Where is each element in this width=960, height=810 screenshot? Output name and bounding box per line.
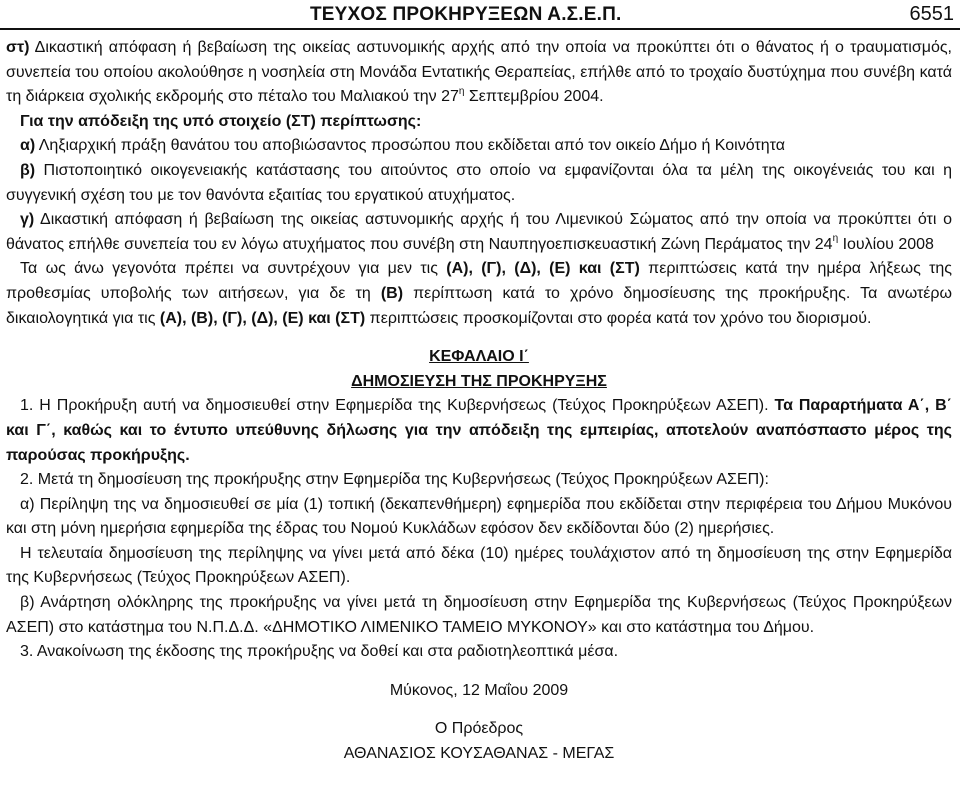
header-rule — [0, 28, 960, 30]
gazette-title: ΤΕΥΧΟΣ ΠΡΟΚΗΡΥΞΕΩΝ Α.Σ.Ε.Π. — [310, 4, 622, 25]
page-number: 6551 — [909, 3, 954, 25]
paragraph-text: Σεπτεμβρίου 2004. — [464, 88, 604, 106]
paragraph-text: περίπτωση κατά το χρόνο δημοσίευσης της προκήρυξης. Τα ανωτέρω δικαιολογητικά για τις — [6, 284, 952, 327]
publication-last-notice: Η τελευταία δημοσίευση της περίληψης να γίνει μετά από δέκα (10) ημέρες τουλάχιστον από τη δημοσίευση της στην Εφημερίδα της Κυβερνήσεως (Τεύχος Προκηρύξεων ΑΣΕΠ). — [6, 544, 952, 587]
item-label: β) — [20, 161, 36, 179]
item-label: α) — [20, 137, 36, 155]
paragraph-text: Τα ως άνω γεγονότα πρέπει να συντρέχουν για μεν τις — [20, 260, 447, 278]
item-a — [6, 134, 952, 159]
publication-item-1 — [6, 394, 952, 468]
item-label: στ) — [6, 39, 30, 56]
cases-bold: (Α), (Β), (Γ), (Δ), (Ε) και (ΣΤ) — [159, 309, 366, 327]
publication-item-3: 3. Ανακοίνωση της έκδοσης της προκήρυξης να δοθεί και στα ραδιοτηλεοπτικά μέσα. — [20, 643, 619, 661]
ordinal-superscript: η — [458, 85, 465, 97]
item-text: Ιουλίου 2008 — [838, 235, 934, 253]
paragraph-text: περιπτώσεις προσκομίζονται στο φορέα κατά τον χρόνο του διορισμού. — [365, 309, 872, 327]
publication-item-2a: α) Περίληψη της να δημοσιευθεί σε μία (1) τοπική (δεκαπενθήμερη) εφημερίδα που εκδίδεται στην περιφέρεια του Δήμου Μυκόνου και στη μόνη ημερήσια εφημερίδα της έδρας του Νομού Κυκλάδων εφόσον δεν εκδίδονται δύο (2) ημερήσιες. — [6, 495, 952, 538]
item-text: Δικαστική απόφαση ή βεβαίωση της οικείας αστυνομικής αρχής ή του Λιμενικού Σώματος από την οποία να προκύπτει ότι ο θάνατος επήλθε συνεπεία του εν λόγω ατυχήματος που συνέβη στη Ναυπηγοεπισκευαστική Ζώνη Περάματος την 24 — [6, 211, 952, 253]
paragraph-text: περιπτώσεις κατά την ημέρα λήξεως της προθεσμίας υποβολής των αιτήσεων, για δε τη — [6, 260, 953, 302]
item-text: Ληξιαρχική πράξη θανάτου του αποβιώσαντος προσώπου που εκδίδεται από τον οικείο Δήμο ή Κοινότητα — [35, 137, 785, 155]
item-text: Πιστοποιητικό οικογενειακής κατάστασης του αιτούντος στο οποίο να εμφανίζονται όλα τα μέλη της οικογένειάς του και η συγγενική σχέση του με τον θανόντα εξαιτίας του εργατικού ατυχήματος. — [6, 161, 952, 204]
cases-bold: (Α), (Γ), (Δ), (Ε) και (ΣΤ) — [446, 260, 640, 278]
cases-bold: (Β) — [380, 284, 404, 302]
chapter-title: ΚΕΦΑΛΑΙΟ Ι΄ — [429, 348, 529, 366]
signature-name: ΑΘΑΝΑΣΙΟΣ ΚΟΥΣΑΘΑΝΑΣ - ΜΕΓΑΣ — [343, 745, 615, 763]
annexes-note: Τα Παραρτήματα Α΄, Β΄ και Γ΄, καθώς και το έντυπο υπεύθυνης δήλωσης για την απόδειξη της εμπειρίας, αποτελούν αναπόσπαστο μέρος της παρούσας προκήρυξης. — [6, 397, 952, 464]
signature-role: Ο Πρόεδρος — [434, 720, 524, 738]
ordinal-superscript: η — [832, 233, 839, 245]
signature-date: Μύκονος, 12 Μαΐου 2009 — [389, 681, 569, 699]
paragraph-text: 1. Η Προκήρυξη αυτή να δημοσιευθεί στην Εφημερίδα της Κυβερνήσεως (Τεύχος Προκηρύξεων ΑΣΕΠ). — [20, 397, 775, 415]
chapter-subtitle: ΔΗΜΟΣΙΕΥΣΗ ΤΗΣ ΠΡΟΚΗΡΥΞΗΣ — [351, 372, 607, 390]
item-b — [6, 159, 952, 208]
item-c — [6, 208, 952, 257]
chapter-subheading — [6, 370, 952, 395]
proof-heading: Για την απόδειξη της υπό στοιχείο (ΣΤ) περίπτωσης: — [20, 112, 422, 130]
publication-item-2b: β) Ανάρτηση ολόκληρης της προκήρυξης να γίνει μετά τη δημοσίευση στην Εφημερίδα της Κυβερνήσεως (Τεύχος Προκηρύξεων ΑΣΕΠ) στο κατάστημα του Ν.Π.Δ.Δ. «ΔΗΜΟΤΙΚΟ ΛΙΜΕΝΙΚΟ ΤΑΜΕΙΟ ΜΥΚΟΝΟΥ» και στο κατάστημα του Δήμου. — [6, 594, 952, 636]
page-header — [0, 0, 960, 28]
paragraph-text: Δικαστική απόφαση ή βεβαίωση της οικείας αστυνομικής αρχής από την οποία να προκύπτει ότι ο θάνατος ή ο τραυματισμός, συνεπεία του οποίου ακολούθησε η νοσηλεία στη Μονάδα Εντατικής Θεραπείας, επήλθε από το τροχαίο δυστύχημα που συνέβη κατά τη διάρκεια σχολικής εκδρομής στο πέταλο του Μαλιακού την 27 — [6, 39, 952, 106]
document-body — [6, 36, 952, 767]
closing-paragraph — [6, 257, 952, 331]
item-label: γ) — [20, 211, 35, 229]
chapter-heading — [6, 345, 952, 370]
publication-item-2: 2. Μετά τη δημοσίευση της προκήρυξης στην Εφημερίδα της Κυβερνήσεως (Τεύχος Προκηρύξεων ΑΣΕΠ): — [20, 471, 769, 489]
paragraph-st — [6, 36, 952, 110]
